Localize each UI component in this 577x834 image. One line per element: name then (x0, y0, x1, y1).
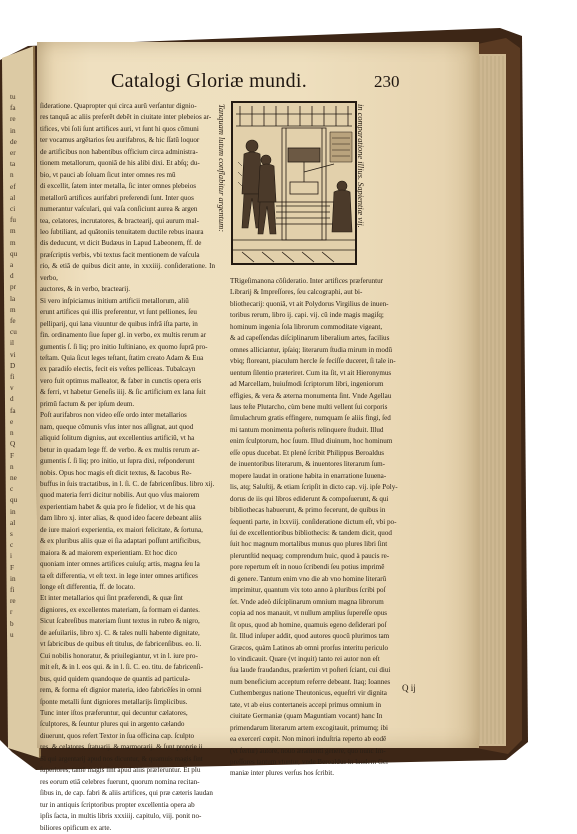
printing-press-woodcut (232, 102, 356, 264)
woodcut-caption-left: Tanquam lutum conflabitur argentum: (217, 104, 226, 233)
signature-mark: Q ij (402, 683, 416, 693)
woodcut-caption-right: in comparatione illius. Sapientiæ vij. (356, 104, 365, 228)
folio-number: 230 (374, 72, 400, 91)
left-text-column (40, 101, 215, 832)
right-column-text: TRigeſimanona cōſideratio. Inter artifices præferuntur Librarij & Impreſſores, ſeu calcographi, aut bi- bliothecarij: quoniā, vt ait Polydorus Virgilius de inuen- toribus rerum, libro ij. capi. vij. cū inde magis magiſq; hominum ingenia ſola librorum commoditate vigeant, & ad capeſſendas diſciplinarum liberalium artes, facilius omnes alliciantur, ipſaiq; literarum ſtudia mirum in modū vbiq; floreant, piaculum hercle ſe feciſſe duceret, ſi tale in- uentum ſilentio præteriret. Cum ita ſit, vt ait Hieronymus ad Marcellam, huiuſmodi ſcriptorum libri, ingeniorum effigies, & vera & æterna monumenta ſint. Vnde Agellau laus teſte Plutarcho, cùm bene multi vellent ſui corporis ſimulachrum gratis effingere, numquam ſe aliis fingi, ſed mi tantum monimenta poſteris relinquere ſtuduit. Illud enim ſculptorum, hoc ſuum. Illud diuinum, hoc hominum eſſe opus ducebat. Et plenè ſcribit Philippus Beroaldus de inuentoribus literarum, & inuentores literarum ſum- mopere laudat in oratione habita in enarratione Iuuena- lis, atq; Saluſtij, & etiam ſcripſit in dicto cap. vij. ipſe Poly- dorus de iis qui libros ediderunt & compoſuerunt, & qui bibliothecas habuerunt, & primo fecerunt, de quibus in ſequenti parte, in lxxviij. conſideratione dictum eſt, vbi po- ſui de excellentioribus bibliothecis: & tandem dicit, quod ſuit hoc magnum mortalibus munus quo plures libri ſint pleruntſtid nequaq; comprendum huic, quod à paucis re- pore repertum eſt in nouo ſcribendi ſeu potius imprimē di genere. Tantum enim vno die ab vno homine literarū imprimitur, quantum vix toto anno à pluribus ſcribi poſ ſet. Vnde adeò diſciplinarum omnium magna librorum copia ad nos manauit, vt nullum amplius ſupereſſe opus ſit opus, quod ab homine, quamuis egeno deſiderari poſ ſit. Illud inſuper addit, quod autores quocū plurimos tam Græcos, quàm Latinos ab omni prorſus interitu periculo lo vindicauit. Quare (vt inquit) tanto rei autor non eſt ſua laude fraudandus, præſertim vt poſteri ſciant, cui diui num beneficium acceptum referre debeant. Itaq; Ioannes Cuthembergus natione Theutonicus, equeſtri vir dignita tate, vt ab eius contertaneis accepi primus omnium in ciuitate Germaniæ (quam Maguntiam vocant) hanc In primendarum literarum artem excogitauit, primumq; ibi ea exercerí cœpit. Non minori induſtria reperto ab eodē (vt fertur) autore, nouo æramenti genere, quo nunc Im- preſſores tantum vtuntur, vnde Beroaldus in laudem Ger maniæ inter plures verſus hos ſcribit. (230, 277, 398, 778)
running-title: Catalogi Gloriæ mundi. (111, 70, 308, 92)
left-page-fragment: tu fa re in de er ta n ef al ci fu m m qu a d pr la m fe cu il vi D fi v d fa e n Q F n ne c qu in al s c i F in fi re r b u (10, 93, 18, 639)
left-column-text: ſideratione. Quapropter qui circa aurū verſantur dignio- res tanquā ac aliis preferēt debēt in ciuitate inter plebeios ar- tifices, vbi ſoli ſunt artifices auri, vt ſunt hi quos cōmuni ter vocamus argētarios ſeu aurifabros, & hic ſſatū loquor de artificibus non habentibus officium circa administra- tionem metallorum, quoniā de his alibi dixi. Et abſq; du- bio, vt pauci ab ſoluam ſicut inter omnes res mū di excellit, ſatem inter metalla, ſic inter omnes plebeios metallorū artifices aurifabri preferendi ſunt. Inter quos numerantur vaſculari, qui vaſa conſiciunt aurea & argen tea, celatores, incrutatores, & bractearij, qui aurum mal- leo ſubtiliant, ad quātoniis tenuitatem ductile rebus inaura dis deducunt, vt dicit Budæus in Lapud Labeonem, ff. de præſcriptis verbis, vbi textus facit mentionem de vaſcula rio, & etiā de quibus dicit ante, in xxxiiij. conſideratione. In verbo, auctores, & in verbo, bractearij. Si vero inſpiciamus initium artificii metallorum, aliū erunt artifices qui illis preferentur, vt ſunt pelliones, ſeu pelliparij, qui lana viuuntur de quibus infrā iſta parte, in fin. ordinamento ſiue ſuper gl. in verbo, ex multis rerum ar gumentis ſ. ſi liq; pro initio Iuſtiniano, ex quomo ſuprā pro- teſtam. Quia ſicut leges teſtant, ſtatim creato Adam & Eua ex paradiſo electis, fecit eis veſtes pelliceas. Tubalcayn vero fuit optimus malleator, & faber in cunctis opera eris & ferri, vt habetur Geneſis iiij. & ſic artificium ex lana ſuit primū factum & per ipſum deum. Poſt aurifabros non video eſſe ordo inter metallarios nam, queque cōmunis vſus inter nos aſſignat, aut quod aliquid ſolitum dignius, aut excellentius artificiū, vt ha betur in quadam lege ff. de verbo. & ex multis rerum ar- gumentis ſ. ſi liq; pro initio, ut ſupra dixi, reſponderunt nobis. Opus hoc magis eſt dicit textus, & Iacobus Re- buffus in ſuis tractatibus, in l. ſi. C. de fabricenſibus. libro xij. quod materia ferri dicitur nobilis. Aut quo vſus maiorem experientiam habet & quia pro ſe fidelior, vt de his qua dam libro xj. inter alias, & quod ideo facere debeant aliis de iure maiori experientia, ex maiori felicitate, & ſortuna, & ex pluribus aliis quæ ei ſia adaptari poſſunt artificibus, maiora & ad maiorem experientiam. Et hoc dico quoniam inter omnes artifices cuiuſq; artis, magna ſeu la ta eſt differentia, vt eſt text. in lege inter omnes artifices longe eſt differentia, ff. de locato. Et inter metallarios qui ſint præferendi, & quæ ſint digniores, ex excellentes materiam, ſa formam ei dantes. Sicut ſcabreſibus materiam ſiunt textus in rubro & nigro, de aeſuilariis, libro xj. C. & tales nulli habente dignitate, vt ſabricibus de quibus eſt titulus, de fabricenſibus. eo. li. Cui nobilis honoratur, & priuilegiantur, vt in l. iure pro- mit eſt, & in l. eos qui. & in l. ſi. C. eo. titu. de fabricenſi- bus, quid quidem quandoque de quantis ad particula- rem, & forma eſt dignior materia, ideo fabricēſes in omni ſponte metalli ſunt digniores metallarijs ſimplicibus. Tunc inter iſtos præferuntur, qui decuntur cælatores, ſculptores, & ſeuntur plures qui in argento cælando diuerunt, quos refert Textor in ſua officina cap. ſculpto res, & celatores, ſtatuarij, & marmorarij, & ſunt proprie ii. Si qui argentarij apud nos dicuntur, & quamuis magis ſint ſuperiores, tamē magis ſint apud aliis præferuntur. Et plu res eorum etiā celebres fuerunt, quorum nomina recitan- ſibus in, de cap. fabri & aliis artifices, qui præ cæteris laudan tur in antiquis ſcriptoribus propter excellentia opera ab ipſis ſacta, in multis libris xxxiiij. capitulo, viij. ponit no- biliores opificum ex arte. (40, 102, 215, 832)
